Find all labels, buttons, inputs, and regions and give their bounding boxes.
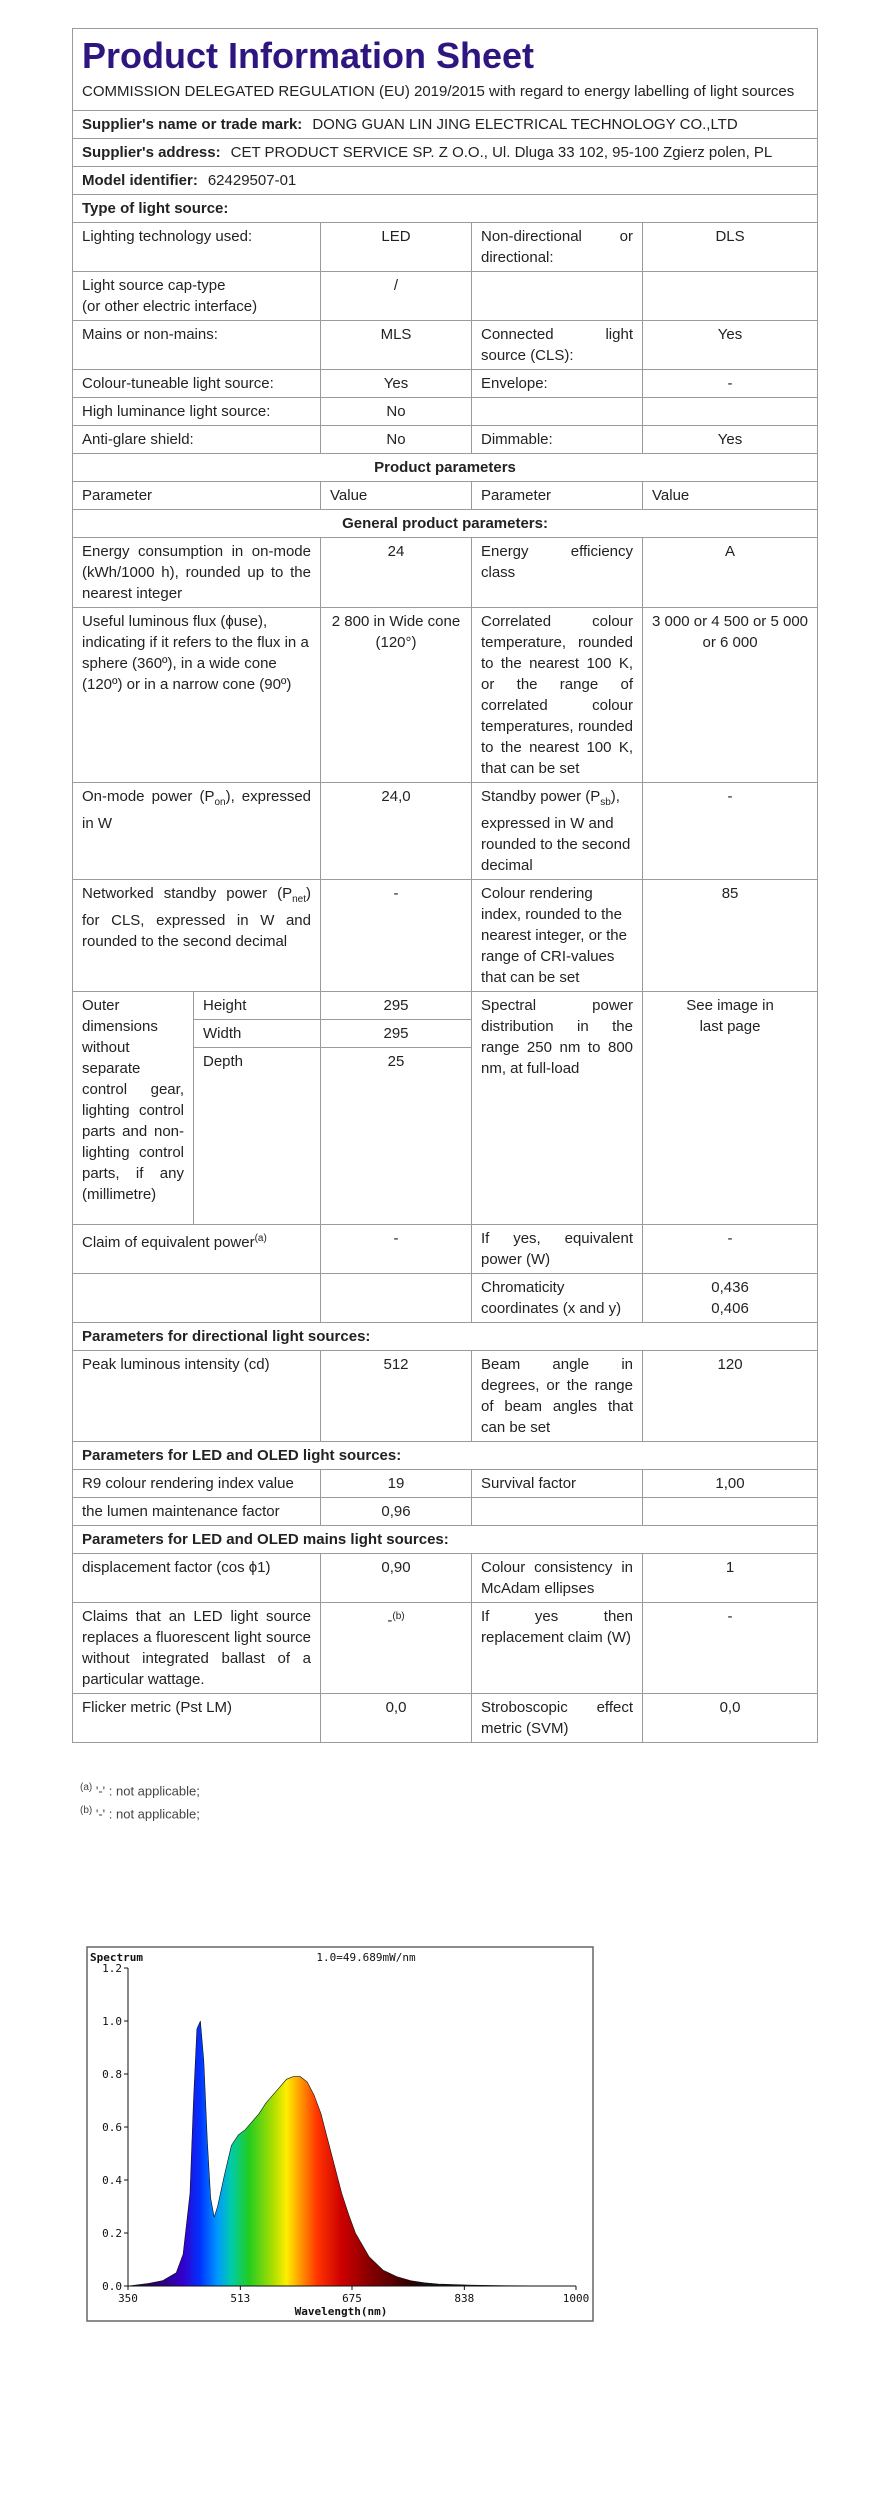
type-row-value: / <box>321 272 472 321</box>
page-title: Product Information Sheet <box>82 35 535 76</box>
equivalent-power-label: If yes, equivalent power (W) <box>472 1225 643 1274</box>
cri-label: Colour rendering index, rounded to the nearest integer, or the range of CRI-values that can be set <box>472 880 643 992</box>
type-row-value: No <box>321 426 472 454</box>
type-row-label: Lighting technology used: <box>73 223 321 272</box>
on-mode-power-label: On-mode power $(P_{on})$, expressed in W <box>73 783 321 880</box>
chromaticity-value <box>643 1274 818 1323</box>
type-row-label: Mains or non-mains: <box>73 321 321 370</box>
cct-label: Correlated colour temperature, rounded to the nearest 100 K, or the range of correlated colour temperatures, rounded to the nearest 100 K, that can be set <box>472 608 643 783</box>
colour-consistency-value: 1 <box>643 1554 818 1603</box>
type-row-value: LED <box>321 223 472 272</box>
replacement-claim-value: - <box>643 1603 818 1694</box>
peak-intensity-value: 512 <box>321 1351 472 1442</box>
x-tick-label: 513 <box>230 2292 251 2305</box>
supplier-name-row <box>73 111 818 139</box>
equivalent-power-claim-value: - <box>321 1225 472 1274</box>
colour-consistency-label: Colour consistency in McAdam ellipses <box>472 1554 643 1603</box>
height-value: 295 <box>321 992 472 1020</box>
column-header-parameter: Parameter <box>73 482 321 510</box>
led-oled-heading: Parameters for LED and OLED light sources: <box>73 1442 818 1470</box>
beam-angle-value: 120 <box>643 1351 818 1442</box>
flicker-metric-label: Flicker metric (Pst LM) <box>73 1694 321 1743</box>
spectral-distribution-value: See image in last page <box>643 992 818 1225</box>
chromaticity-x: 0,436 <box>711 1279 749 1296</box>
led-oled-mains-heading: Parameters for LED and OLED mains light sources: <box>73 1526 818 1554</box>
x-tick-label: 675 <box>342 2292 362 2305</box>
spectrum-chart <box>86 1946 596 2326</box>
width-label: Width <box>194 1020 321 1048</box>
chromaticity-y: 0,406 <box>711 1300 749 1317</box>
y-tick-label: 0.2 <box>102 2227 122 2240</box>
energy-efficiency-value: A <box>643 538 818 608</box>
type-row-label: Non-directional or directional: <box>472 223 643 272</box>
width-value: 295 <box>321 1020 472 1048</box>
product-parameters-heading: Product parameters <box>73 454 818 482</box>
type-row-value: No <box>321 398 472 426</box>
footnotes <box>72 1778 817 1825</box>
type-row-label: Dimmable: <box>472 426 643 454</box>
x-axis-label: Wavelength(nm) <box>294 2305 388 2318</box>
energy-efficiency-label: Energy efficiency class <box>472 538 643 608</box>
type-row-value: - <box>643 370 818 398</box>
type-row-value: Yes <box>643 321 818 370</box>
y-tick-label: 0.0 <box>102 2280 122 2293</box>
stroboscopic-label: Stroboscopic effect metric (SVM) <box>472 1694 643 1743</box>
depth-label: Depth <box>194 1048 321 1225</box>
y-tick-label: 1.2 <box>102 1962 122 1975</box>
y-tick-label: 0.8 <box>102 2068 122 2081</box>
fluorescent-claim-value: -$^{(b)}$ <box>321 1603 472 1694</box>
column-header-parameter: Parameter <box>472 482 643 510</box>
empty-cell <box>472 1498 643 1526</box>
title-cell <box>73 29 818 111</box>
networked-standby-label: Networked standby power $(P_{net})$ for CLS, expressed in W and rounded to the second decimal <box>73 880 321 992</box>
type-row-value <box>643 398 818 426</box>
type-row-label: Anti-glare shield: <box>73 426 321 454</box>
model-identifier-label: Model identifier: <box>82 172 198 189</box>
energy-consumption-label: Energy consumption in on-mode (kWh/1000 h), rounded up to the nearest integer <box>73 538 321 608</box>
standby-power-value: - <box>643 783 818 880</box>
empty-cell <box>321 1274 472 1323</box>
chart-annotation: 1.0=49.689mW/nm <box>316 1951 416 1964</box>
type-row-value <box>643 272 818 321</box>
x-tick-label: 350 <box>118 2292 138 2305</box>
empty-cell <box>73 1274 321 1323</box>
type-row-label: High luminance light source: <box>73 398 321 426</box>
supplier-address-label: Supplier's address: <box>82 144 221 161</box>
type-section-heading: Type of light source: <box>73 195 818 223</box>
stroboscopic-value: 0,0 <box>643 1694 818 1743</box>
type-row-label: Envelope: <box>472 370 643 398</box>
footnote-a: $^{(a)}$ '-' : not applicable; <box>80 1782 200 1799</box>
supplier-name-label: Supplier's name or trade mark: <box>82 116 303 133</box>
displacement-factor-label: displacement factor (cos ϕ1) <box>73 1554 321 1603</box>
type-row-value: MLS <box>321 321 472 370</box>
chromaticity-label: Chromaticity coordinates (x and y) <box>472 1274 643 1323</box>
type-row-label: Colour-tuneable light source: <box>73 370 321 398</box>
beam-angle-label: Beam angle in degrees, or the range of beam angles that can be set <box>472 1351 643 1442</box>
type-row-value: Yes <box>321 370 472 398</box>
survival-factor-value: 1,00 <box>643 1470 818 1498</box>
product-information-sheet <box>72 28 817 1743</box>
type-row-value: Yes <box>643 426 818 454</box>
y-tick-label: 0.4 <box>102 2174 122 2187</box>
depth-value: 25 <box>321 1048 472 1225</box>
column-header-value: Value <box>643 482 818 510</box>
empty-cell <box>643 1498 818 1526</box>
directional-heading: Parameters for directional light sources: <box>73 1323 818 1351</box>
spectral-distribution-label: Spectral power distribution in the range 250 nm to 800 nm, at full-load <box>472 992 643 1225</box>
lumen-maintenance-value: 0,96 <box>321 1498 472 1526</box>
general-parameters-heading: General product parameters: <box>73 510 818 538</box>
replacement-claim-label: If yes then replacement claim (W) <box>472 1603 643 1694</box>
r9-label: R9 colour rendering index value <box>73 1470 321 1498</box>
networked-standby-value: - <box>321 880 472 992</box>
chart-title: Spectrum <box>90 1951 143 1964</box>
type-row-label <box>472 398 643 426</box>
peak-intensity-label: Peak luminous intensity (cd) <box>73 1351 321 1442</box>
y-tick-label: 0.6 <box>102 2121 122 2134</box>
survival-factor-label: Survival factor <box>472 1470 643 1498</box>
supplier-name-value: DONG GUAN LIN JING ELECTRICAL TECHNOLOGY CO.,LTD <box>312 116 738 133</box>
supplier-address-row <box>73 139 818 167</box>
model-identifier-row <box>73 167 818 195</box>
footnote-b: $^{(b)}$ '-' : not applicable; <box>80 1805 200 1822</box>
x-tick-label: 838 <box>454 2292 475 2305</box>
energy-consumption-value: 24 <box>321 538 472 608</box>
sheet-table <box>72 28 818 1743</box>
regulation-subtitle: COMMISSION DELEGATED REGULATION (EU) 2019/2015 with regard to energy labelling of light sources <box>82 83 795 100</box>
displacement-factor-value: 0,90 <box>321 1554 472 1603</box>
y-tick-label: 1.0 <box>102 2015 122 2028</box>
r9-value: 19 <box>321 1470 472 1498</box>
height-label: Height <box>194 992 321 1020</box>
flicker-metric-value: 0,0 <box>321 1694 472 1743</box>
type-row-label: Light source cap-type (or other electric interface) <box>73 272 321 321</box>
equivalent-power-value: - <box>643 1225 818 1274</box>
equivalent-power-claim-label: Claim of equivalent power$^{(a)}$ <box>73 1225 321 1274</box>
supplier-address-value: CET PRODUCT SERVICE SP. Z O.O., Ul. Dluga 33 102, 95-100 Zgierz polen, PL <box>230 144 773 161</box>
cri-value: 85 <box>643 880 818 992</box>
model-identifier-value: 62429507-01 <box>207 172 297 189</box>
luminous-flux-label: Useful luminous flux (ϕuse), indicating if it refers to the flux in a sphere (360º), in a wide cone (120º) or in a narrow cone (90º) <box>73 608 321 783</box>
column-header-value: Value <box>321 482 472 510</box>
on-mode-power-value: 24,0 <box>321 783 472 880</box>
standby-power-label: Standby power $(P_{sb})$, expressed in W and rounded to the second decimal <box>472 783 643 880</box>
type-row-value: DLS <box>643 223 818 272</box>
outer-dimensions-label: Outer dimensions without separate control gear, lighting control parts and non-lighting control parts, if any (millimetre) <box>73 992 194 1225</box>
luminous-flux-value: 2 800 in Wide cone (120°) <box>321 608 472 783</box>
type-row-label: Connected light source (CLS): <box>472 321 643 370</box>
cct-value: 3 000 or 4 500 or 5 000 or 6 000 <box>643 608 818 783</box>
fluorescent-claim-label: Claims that an LED light source replaces a fluorescent light source without integrated ballast of a particular wattage. <box>73 1603 321 1694</box>
x-tick-label: 1000 <box>562 2292 590 2305</box>
type-row-label <box>472 272 643 321</box>
lumen-maintenance-label: the lumen maintenance factor <box>73 1498 321 1526</box>
